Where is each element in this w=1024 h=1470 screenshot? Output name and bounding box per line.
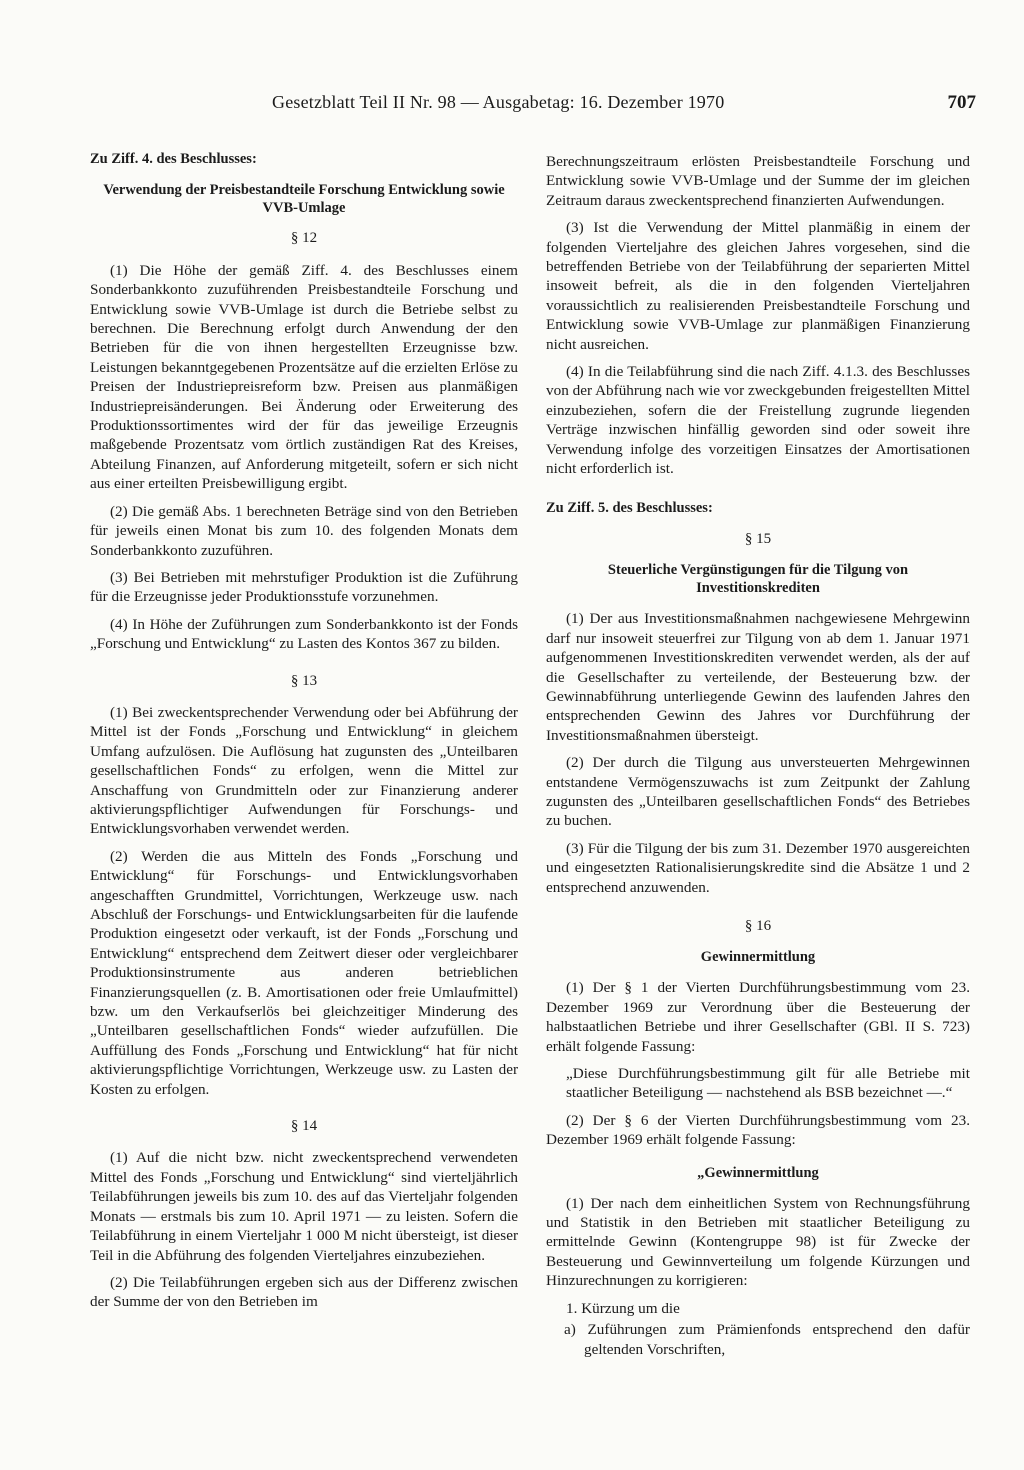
paragraph-text: (1) Der aus Investitionsmaßnahmen nachgewiesene Mehrgewinn darf nur insoweit steuerfrei zur Tilgung von ab dem 1. Januar 1971 aufgenommenen Investitionskrediten verwendet werden, als der auf die Gesellschafter zu verteilende, der Besteuerung bzw. der Gewinnabführung unterliegende Gewinn des laufenden Jahres den entsprechenden Gewinn des Jahres vor Durchführung der Investitionsmaßnahmen übersteigt.: [546, 610, 970, 744]
section-caption: Gewinnermittlung: [700, 949, 816, 966]
paragraph-text: (1) Der § 1 der Vierten Durchführungsbestimmung vom 23. Dezember 1969 zur Verordnung über die Besteuerung der halbstaatlichen Betriebe und ihrer Gesellschafter (GBl. II S. 723) erhält folgende Fassung:: [546, 979, 970, 1055]
journal-title: Gesetzblatt Teil II Nr. 98 — Ausgabetag: 16. Dezember 1970: [272, 92, 725, 112]
paragraph-number: § 12: [290, 230, 318, 247]
paragraph-text: (2) Der § 6 der Vierten Durchführungsbestimmung vom 23. Dezember 1969 erhält folgende Fassung:: [546, 1111, 970, 1149]
paragraph-text: (2) Die gemäß Abs. 1 berechneten Beträge sind von den Betrieben für jeweils einen Monat bis zum 10. des folgenden Monats dem Sonderbankkonto zuzuführen.: [90, 502, 518, 559]
paragraph-text: (1) Auf die nicht bzw. nicht zweckentsprechend verwendeten Mittel des Fonds „Forschung und Entwicklung“ sind vierteljährlich Teilabführungen jeweils bis zum 10. des auf das Vierteljahr folgenden Monats — erstmals bis zum 10. April 1971 — zu leisten. Sofern die Teilabführung in einem Vierteljahr 1 000 M nicht übersteigt, ist dieser Teil in die Abführung des folgenden Vierteljahres einzubeziehen.: [90, 1149, 518, 1264]
right-column: [546, 152, 970, 1359]
paragraph-text: Berechnungszeitraum erlösten Preisbestandteile Forschung und Entwicklung sowie VVB-Umlage und der Summe der im gleichen Zeitraum daraus zweckentsprechend finanzierten Aufwendungen.: [546, 153, 970, 209]
paragraph-number: § 16: [744, 918, 772, 934]
paragraph-text: (1) Der nach dem einheitlichen System von Rechnungsführung und Statistik in den Betrieben mit staatlicher Beteiligung zu ermittelnde Gewinn (Kontengruppe 98) ist für Zwecke der Besteuerung und Gewinnverteilung um folgende Kürzungen und Hinzurechnungen zu korrigieren:: [546, 1194, 970, 1290]
section-reference: Zu Ziff. 4. des Beschlusses:: [90, 151, 257, 167]
section-caption: Steuerliche Vergünstigungen für die Tilgung von Investitionskrediten: [607, 562, 909, 597]
quoted-text: „Diese Durchführungsbestimmung gilt für alle Betriebe mit staatlicher Beteiligung — nachstehend als BSB bezeichnet —.“: [566, 1065, 970, 1102]
section-reference: Zu Ziff. 5. des Beschlusses:: [546, 499, 713, 516]
list-item: 1. Kürzung um die: [566, 1299, 680, 1317]
paragraph-text: (3) Ist die Verwendung der Mittel planmäßig in einem der folgenden Vierteljahre des gleichen Jahres vorgesehen, sind die betreffenden Betriebe von der Teilabführung der separierten Mittel insoweit befreit, als die in den folgenden Vierteljahren voraussichtlich zu realisierenden Preisbestandteile Forschung und Entwicklung sowie VVB-Umlage zur planmäßigen Finanzierung nicht ausreichen.: [546, 219, 970, 353]
paragraph-text: (2) Die Teilabführungen ergeben sich aus der Differenz zwischen der Summe der von den Betrieben im: [90, 1273, 518, 1311]
paragraph-text: (1) Bei zweckentsprechender Verwendung oder bei Abführung der Mittel ist der Fonds „Forschung und Entwicklung“ in gleichem Umfang aufzulösen. Die Auflösung hat zugunsten des „Unteilbaren gesellschaftlichen Fonds“ zu erfolgen, wenn die Mittel zur Anschaffung von Grundmitteln oder zur Finanzierung anderer aktivierungspflichtiger Aufwendungen für Forschungs- und Entwicklungsvorhaben verwendet werden.: [90, 703, 518, 838]
list-subitem: a) Zuführungen zum Prämienfonds entsprechend den dafür geltenden Vorschriften,: [564, 1321, 970, 1358]
paragraph-text: (2) Der durch die Tilgung aus unversteuerten Mehrgewinnen entstandene Vermögenszuwachs ist zum Zeitpunkt der Zahlung zugunsten des „Unteilbaren gesellschaftlichen Fonds“ des Betriebes zu buchen.: [546, 754, 970, 830]
paragraph-text: (3) Für die Tilgung der bis zum 31. Dezember 1970 ausgereichten und eingesetzten Rationalisierungskredite sind die Absätze 1 und 2 entsprechend anzuwenden.: [546, 839, 970, 896]
paragraph-number: § 15: [744, 530, 772, 547]
paragraph-text: (4) In Höhe der Zuführungen zum Sonderbankkonto ist der Fonds „Forschung und Entwicklung“ zu Lasten des Kontos 367 zu bilden.: [90, 615, 518, 653]
paragraph-text: (4) In die Teilabführung sind die nach Ziff. 4.1.3. des Beschlusses von der Abführung nach wie vor zweckgebunden freigestellten Mittel einzubeziehen, sofern die der Freistellung zugrunde liegenden Verträge inzwischen hinfällig geworden sind oder soweit ihre Verwendung infolge des vorzeitigen Einsatzes der Amortisationen nicht erforderlich ist.: [546, 363, 970, 478]
paragraph-text: (1) Die Höhe der gemäß Ziff. 4. des Beschlusses einem Sonderbankkonto zuzuführenden Preisbestandteile Forschung und Entwicklung sowie VVB-Umlage ist durch die Betriebe selbst zu berechnen. Die Berechnung erfolgt durch Anwendung der den Betrieben für die von ihnen hergestellten Erzeugnisse bzw. Leistungen bekanntgegebenen Prozentsätze auf die erzielten Erlöse zu Preisen der Industriepreisreform bzw. Preisen aus planmäßigen Industriepreisänderungen. Bei Änderung oder Erweiterung des Produktionssortimentes wird der für das jeweilige Erzeugnis maßgebende Prozentsatz vom örtlich zuständigen Rat des Kreises, Abteilung Finanzen, auf Anforderung mitgeteilt, sofern er sich nicht aus einer erteilten Preisbewilligung ergibt.: [90, 261, 518, 493]
paragraph-number: § 14: [290, 1118, 318, 1135]
paragraph-text: (3) Bei Betrieben mit mehrstufiger Produktion ist die Zuführung für die Erzeugnisse jeder Produktionsstufe vorzunehmen.: [90, 568, 518, 606]
left-column: [90, 150, 518, 1320]
paragraph-number: § 13: [290, 672, 318, 689]
page-number: 707: [947, 92, 976, 113]
paragraph-text: (2) Werden die aus Mitteln des Fonds „Forschung und Entwicklung“ für Forschungs- und Entwicklungsvorhaben angeschafften Grundmittel, Vorrichtungen, Werkzeuge usw. nach Abschluß der Forschungs- und Entwicklungsarbeiten für die laufende Produktion eingesetzt oder verkauft, ist der Fonds „Forschung und Entwicklung“ entsprechend dem Zeitwert dieser oder vergleichbarer Produktionsinstrumente aus anderen betrieblichen Finanzierungsquellen (z. B. Amortisationen oder freie Umlaufmittel) bzw. um den Verkaufserlös bei gleichzeitiger Minderung des „Unteilbaren gesellschaftlichen Fonds“ wieder aufzufüllen. Die Auffüllung des Fonds „Forschung und Entwicklung“ hat für nicht aktivierungspflichtige Vorrichtungen, Werkzeuge usw. zu Lasten der Kosten zu erfolgen.: [90, 847, 518, 1098]
section-caption: Verwendung der Preisbestandteile Forschung Entwicklung sowie VVB-Umlage: [103, 182, 505, 217]
quoted-caption: „Gewinnermittlung: [697, 1164, 819, 1181]
page-header: [60, 92, 976, 120]
